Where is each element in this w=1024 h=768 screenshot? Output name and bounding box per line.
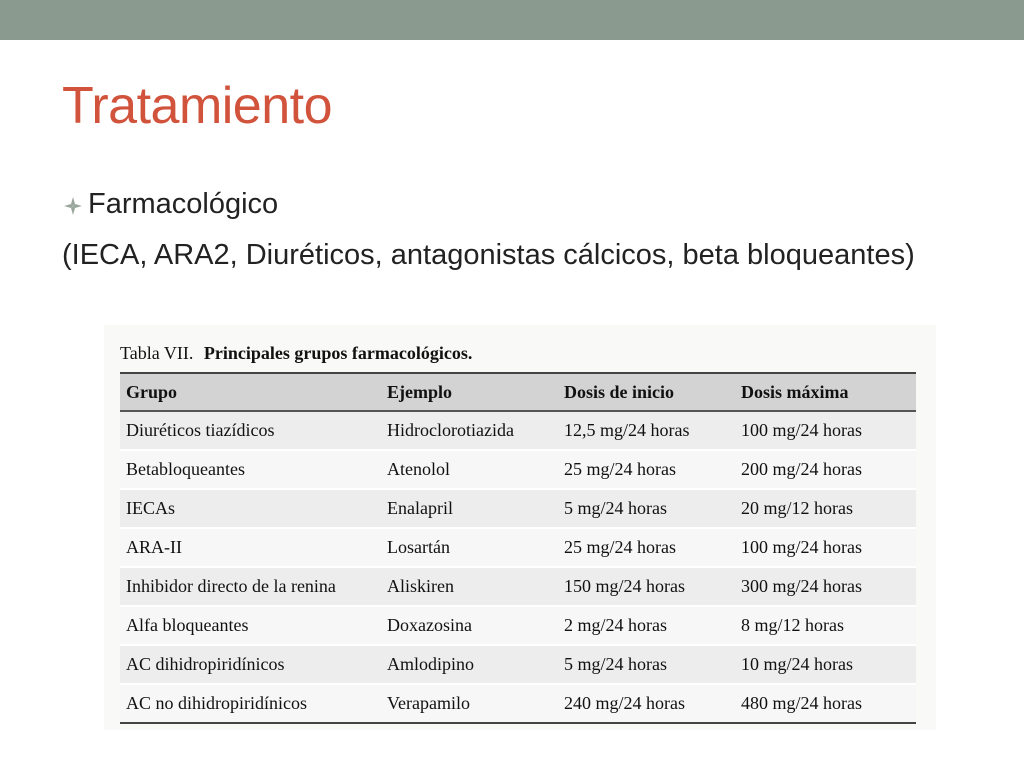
cell-grupo: ARA-II <box>120 528 381 567</box>
table-row <box>120 450 916 489</box>
table-row <box>120 645 916 684</box>
cell-dosis-inicio: 5 mg/24 horas <box>558 489 735 528</box>
header-dosis-maxima: Dosis máxima <box>735 373 916 411</box>
caption-label: Tabla VII. <box>120 343 194 363</box>
header-grupo: Grupo <box>120 373 381 411</box>
cell-grupo: Betabloqueantes <box>120 450 381 489</box>
cell-dosis-inicio: 2 mg/24 horas <box>558 606 735 645</box>
cell-dosis-inicio: 25 mg/24 horas <box>558 528 735 567</box>
cell-dosis-maxima: 480 mg/24 horas <box>735 684 916 723</box>
cell-grupo: Inhibidor directo de la renina <box>120 567 381 606</box>
cell-ejemplo: Aliskiren <box>381 567 558 606</box>
cell-ejemplo: Doxazosina <box>381 606 558 645</box>
diamond-bullet-icon <box>62 195 84 217</box>
table-caption <box>120 343 472 364</box>
body-text: (IECA, ARA2, Diuréticos, antagonistas cálcicos, beta bloqueantes) <box>62 239 915 271</box>
bullet-item <box>62 190 278 219</box>
cell-dosis-maxima: 10 mg/24 horas <box>735 645 916 684</box>
cell-dosis-maxima: 300 mg/24 horas <box>735 567 916 606</box>
drug-table <box>120 372 916 724</box>
cell-dosis-inicio: 5 mg/24 horas <box>558 645 735 684</box>
cell-dosis-maxima: 200 mg/24 horas <box>735 450 916 489</box>
cell-dosis-inicio: 12,5 mg/24 horas <box>558 411 735 450</box>
cell-dosis-maxima: 100 mg/24 horas <box>735 411 916 450</box>
cell-ejemplo: Losartán <box>381 528 558 567</box>
cell-grupo: AC dihidropiridínicos <box>120 645 381 684</box>
slide-title: Tratamiento <box>62 77 333 135</box>
cell-dosis-inicio: 25 mg/24 horas <box>558 450 735 489</box>
cell-ejemplo: Verapamilo <box>381 684 558 723</box>
header-ejemplo: Ejemplo <box>381 373 558 411</box>
table-row <box>120 411 916 450</box>
cell-ejemplo: Amlodipino <box>381 645 558 684</box>
table-row <box>120 528 916 567</box>
cell-dosis-maxima: 20 mg/12 horas <box>735 489 916 528</box>
cell-ejemplo: Enalapril <box>381 489 558 528</box>
cell-grupo: AC no dihidropiridínicos <box>120 684 381 723</box>
caption-title: Principales grupos farmacológicos. <box>203 343 473 363</box>
cell-dosis-inicio: 240 mg/24 horas <box>558 684 735 723</box>
header-dosis-inicio: Dosis de inicio <box>558 373 735 411</box>
cell-ejemplo: Hidroclorotiazida <box>381 411 558 450</box>
table-figure <box>104 325 936 730</box>
table-header-row <box>120 373 916 411</box>
cell-ejemplo: Atenolol <box>381 450 558 489</box>
cell-dosis-maxima: 100 mg/24 horas <box>735 528 916 567</box>
table-row <box>120 567 916 606</box>
table-row <box>120 684 916 723</box>
cell-grupo: IECAs <box>120 489 381 528</box>
table-row <box>120 489 916 528</box>
cell-grupo: Diuréticos tiazídicos <box>120 411 381 450</box>
bullet-label: Farmacológico <box>88 188 279 220</box>
cell-dosis-maxima: 8 mg/12 horas <box>735 606 916 645</box>
cell-dosis-inicio: 150 mg/24 horas <box>558 567 735 606</box>
top-accent-bar <box>0 0 1024 40</box>
cell-grupo: Alfa bloqueantes <box>120 606 381 645</box>
table-row <box>120 606 916 645</box>
